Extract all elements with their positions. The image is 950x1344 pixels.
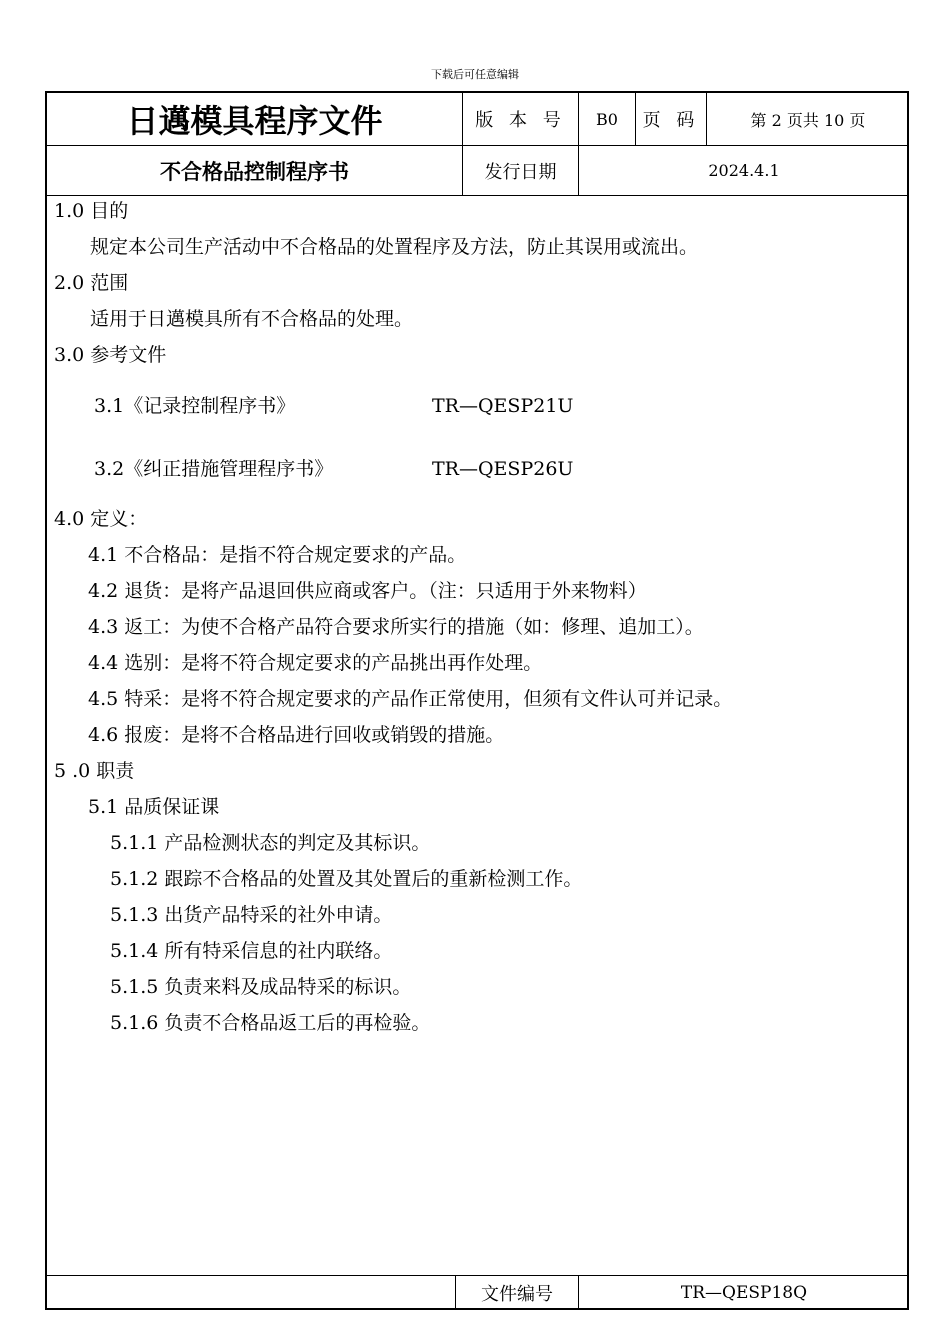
definition-item: 4.5 特采：是将不符合规定要求的产品作正常使用，但须有文件认可并记录。 — [88, 688, 733, 710]
definition-item: 4.4 选别：是将不符合规定要求的产品挑出再作处理。 — [88, 652, 543, 674]
section-3-heading: 3.0 参考文件 — [54, 344, 167, 366]
section-2-text: 适用于日邁模具所有不合格品的处理。 — [90, 308, 414, 330]
section-2-heading: 2.0 范围 — [54, 272, 129, 294]
section-5-heading: 5 .0 职责 — [54, 760, 135, 782]
duty-item: 5.1.4 所有特采信息的社内联络。 — [110, 940, 393, 962]
top-note: 下载后可任意编辑 — [431, 68, 519, 81]
duty-item: 5.1.2 跟踪不合格品的处置及其处置后的重新检测工作。 — [110, 868, 583, 890]
version-label: 版 本 号 — [475, 110, 566, 131]
document-frame — [45, 91, 909, 1310]
doc-title: 不合格品控制程序书 — [160, 159, 349, 184]
reference-code: TR—QESP26U — [432, 458, 574, 480]
page-label: 页 码 — [642, 110, 700, 131]
issue-date-label: 发行日期 — [484, 161, 557, 183]
page-value: 第 2 页共 10 页 — [750, 110, 866, 130]
definition-item: 4.6 报废：是将不合格品进行回收或销毁的措施。 — [88, 724, 505, 746]
reference-row — [94, 394, 594, 418]
doc-number-value: TR—QESP18Q — [680, 1283, 808, 1303]
duty-item: 5.1.1 产品检测状态的判定及其标识。 — [110, 832, 431, 854]
section-5-subheading: 5.1 品质保证课 — [88, 796, 220, 818]
duty-item: 5.1.3 出货产品特采的社外申请。 — [110, 904, 393, 926]
definition-item: 4.1 不合格品：是指不符合规定要求的产品。 — [88, 544, 467, 566]
reference-code: TR—QESP21U — [432, 395, 574, 417]
header-divider-2 — [47, 195, 907, 196]
company-title: 日邁模具程序文件 — [126, 102, 383, 140]
section-4-heading: 4.0 定义： — [54, 508, 148, 530]
definition-item: 4.2 退货：是将产品退回供应商或客户。（注：只适用于外来物料） — [88, 580, 647, 602]
reference-title: 3.1《记录控制程序书》 — [94, 395, 296, 417]
doc-number-label: 文件编号 — [481, 1284, 553, 1305]
section-1-heading: 1.0 目的 — [54, 200, 129, 222]
section-1-text: 规定本公司生产活动中不合格品的处置程序及方法，防止其误用或流出。 — [90, 236, 699, 258]
issue-date-value: 2024.4.1 — [708, 161, 780, 180]
duty-item: 5.1.5 负责来料及成品特采的标识。 — [110, 976, 412, 998]
reference-title: 3.2《纠正措施管理程序书》 — [94, 458, 334, 480]
version-value: B0 — [596, 109, 618, 129]
definition-item: 4.3 返工：为使不合格产品符合要求所实行的措施（如：修理、追加工）。 — [88, 616, 704, 638]
reference-row — [94, 457, 594, 481]
duty-item: 5.1.6 负责不合格品返工后的再检验。 — [110, 1012, 431, 1034]
